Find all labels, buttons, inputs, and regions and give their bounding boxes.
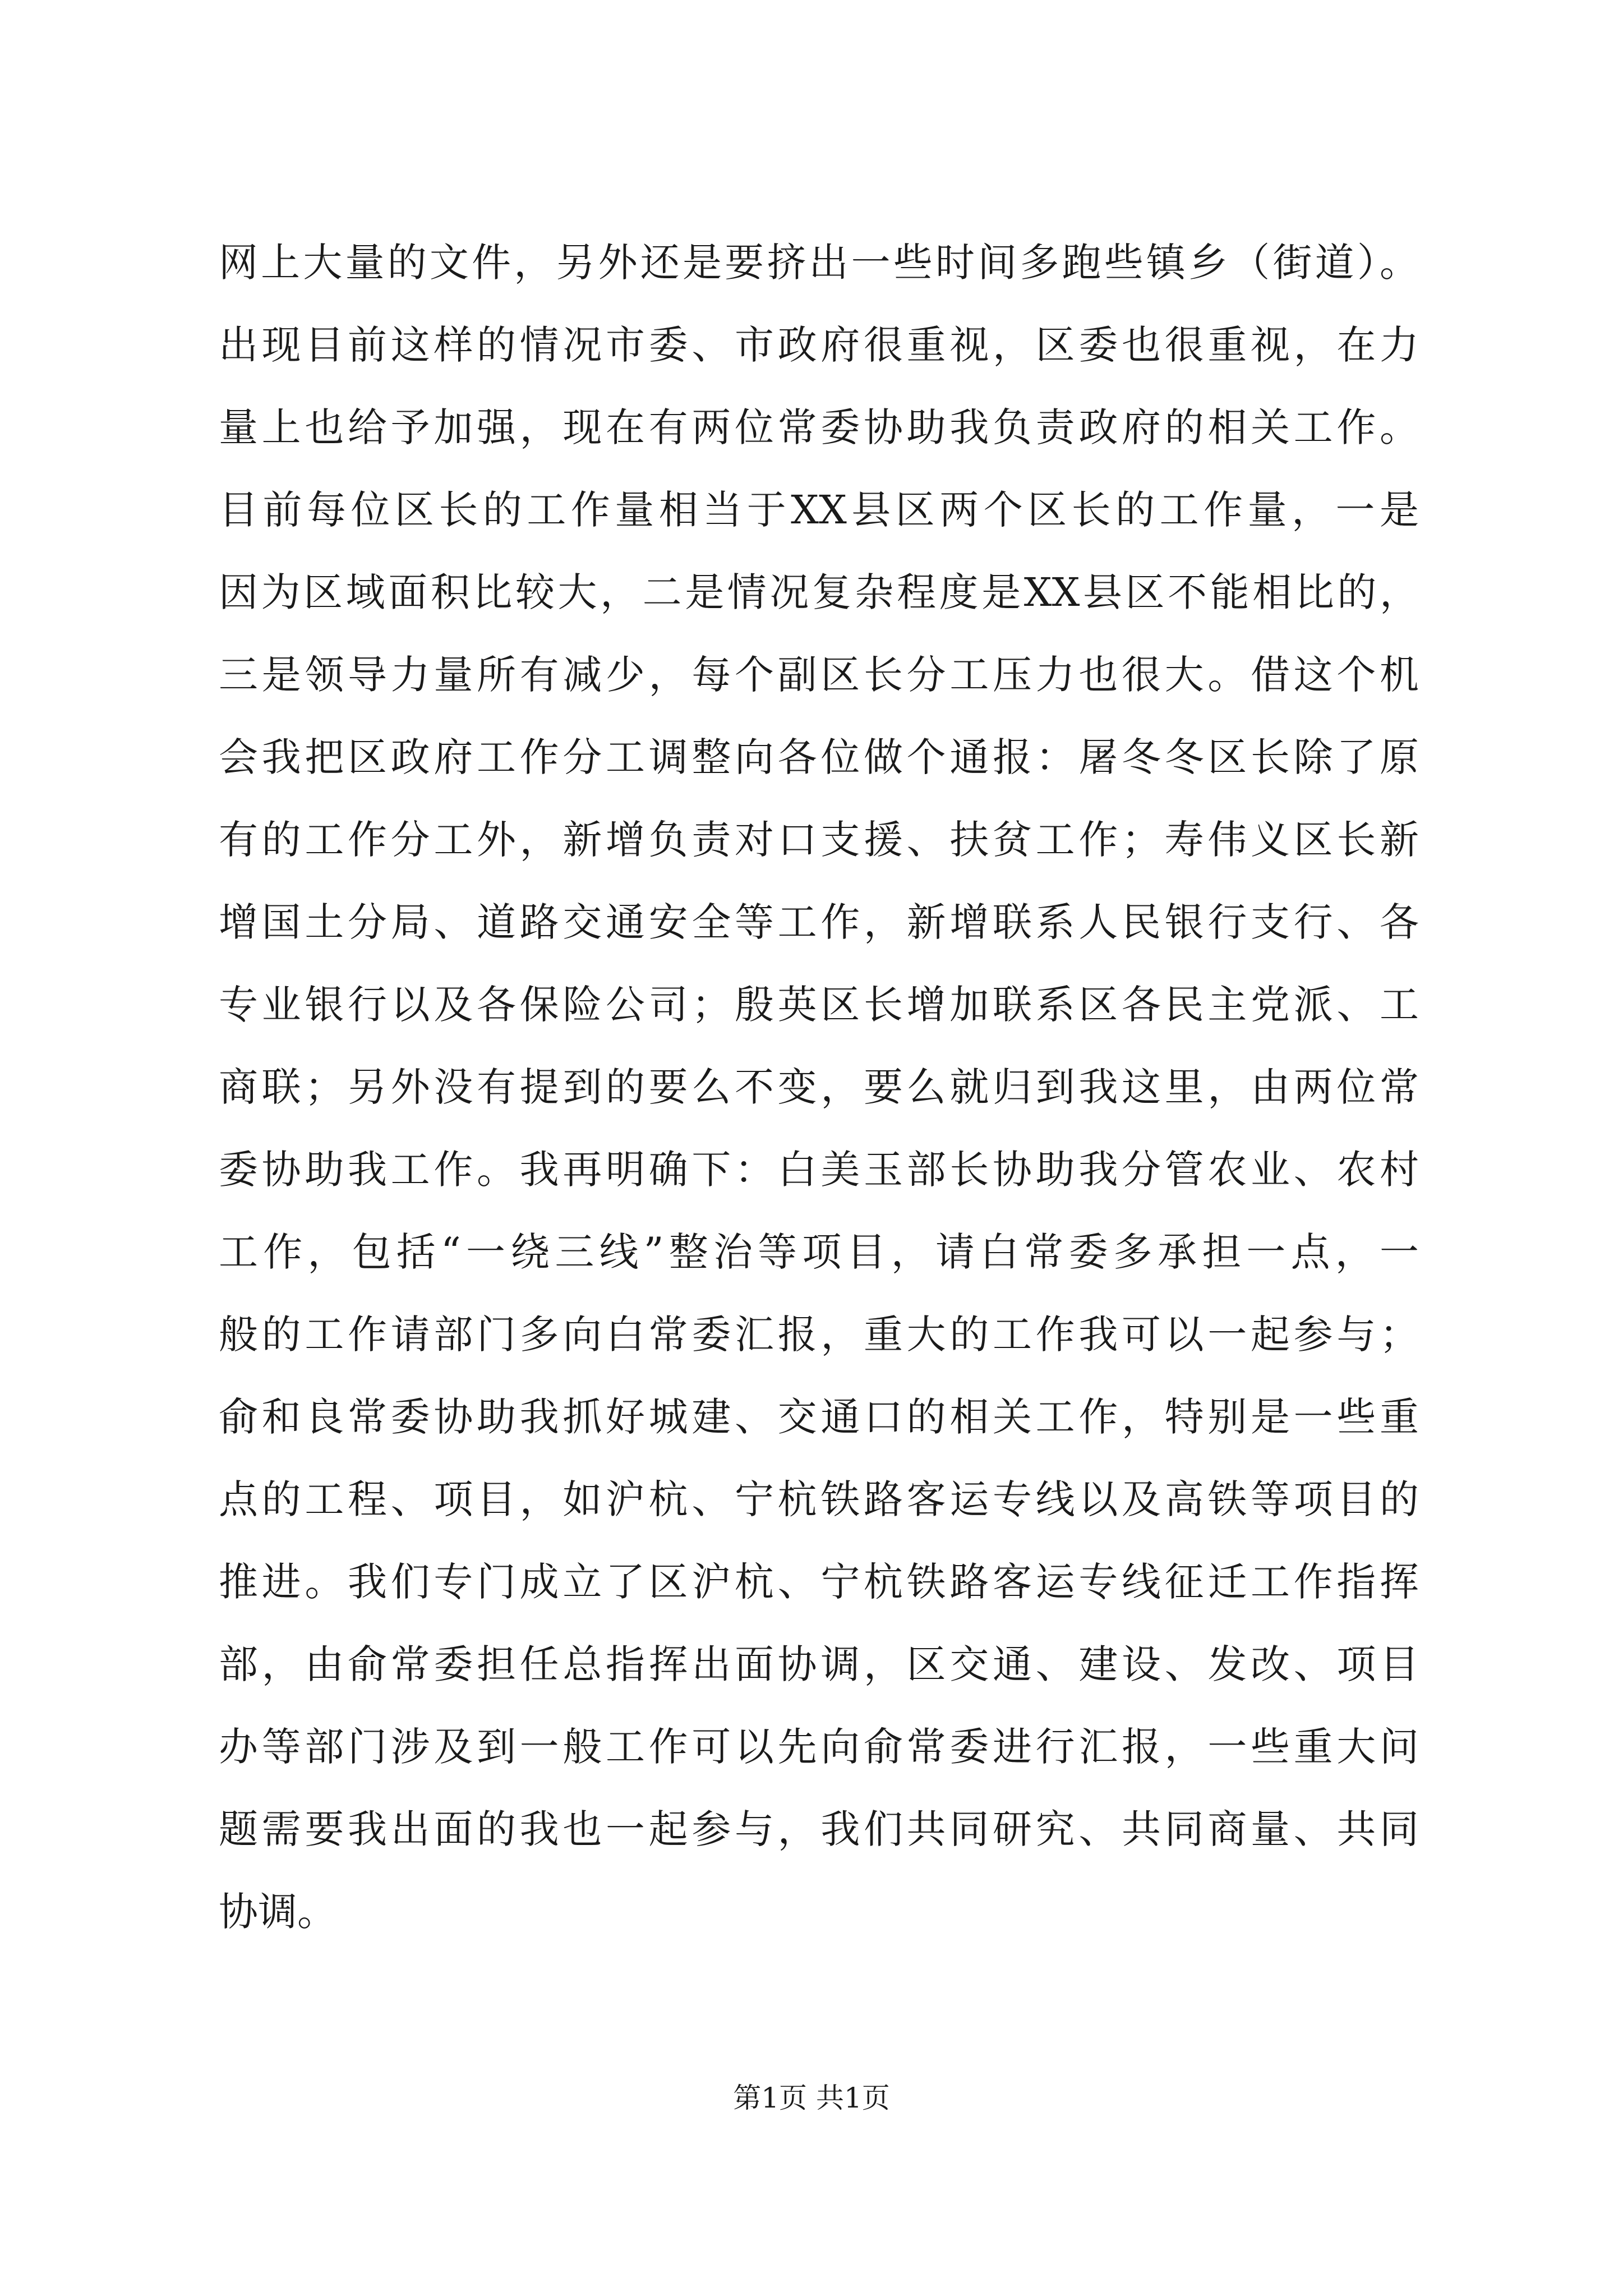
text-line: 点的工程、项目，如沪杭、宁杭铁路客运专线以及高铁等项目的 [219, 1476, 1419, 1522]
text-line: 办等部门涉及到一般工作可以先向俞常委进行汇报，一些重大问 [219, 1724, 1419, 1770]
text-line: 协调。 [219, 1889, 336, 1935]
text-line: 有的工作分工外，新增负责对口支援、扶贫工作；寿伟义区长新 [219, 817, 1419, 863]
text-line: 专业银行以及各保险公司；殷英区长增加联系区各民主党派、工 [219, 982, 1419, 1028]
page-footer: 第1页 共1页 [733, 2082, 890, 2114]
text-line: 俞和良常委协助我抓好城建、交通口的相关工作，特别是一些重 [219, 1394, 1419, 1440]
text-line: 三是领导力量所有减少，每个副区长分工压力也很大。借这个机 [219, 652, 1419, 698]
text-line: 量上也给予加强，现在有两位常委协助我负责政府的相关工作。 [219, 404, 1419, 450]
body-text [219, 222, 1419, 1953]
text-line: 会我把区政府工作分工调整向各位做个通报：屠冬冬区长除了原 [219, 734, 1419, 780]
text-line: 商联；另外没有提到的要么不变，要么就归到我这里，由两位常 [219, 1064, 1419, 1110]
text-line: 部，由俞常委担任总指挥出面协调，区交通、建设、发改、项目 [219, 1641, 1419, 1687]
text-line: 网上大量的文件，另外还是要挤出一些时间多跑些镇乡（街道）。 [219, 240, 1419, 286]
text-line: 般的工作请部门多向白常委汇报，重大的工作我可以一起参与； [219, 1312, 1419, 1358]
text-line: 委协助我工作。我再明确下：白美玉部长协助我分管农业、农村 [219, 1147, 1419, 1193]
text-line: 因为区域面积比较大，二是情况复杂程度是XX县区不能相比的， [219, 569, 1419, 615]
text-line: 工作，包括“一绕三线”整治等项目，请白常委多承担一点，一 [219, 1229, 1419, 1275]
text-line: 目前每位区长的工作量相当于XX县区两个区长的工作量，一是 [219, 487, 1419, 533]
text-line: 题需要我出面的我也一起参与，我们共同研究、共同商量、共同 [219, 1806, 1419, 1852]
text-line: 出现目前这样的情况市委、市政府很重视，区委也很重视，在力 [219, 322, 1419, 368]
text-line: 推进。我们专门成立了区沪杭、宁杭铁路客运专线征迁工作指挥 [219, 1559, 1419, 1605]
text-line: 增国土分局、道路交通安全等工作，新增联系人民银行支行、各 [219, 899, 1419, 945]
